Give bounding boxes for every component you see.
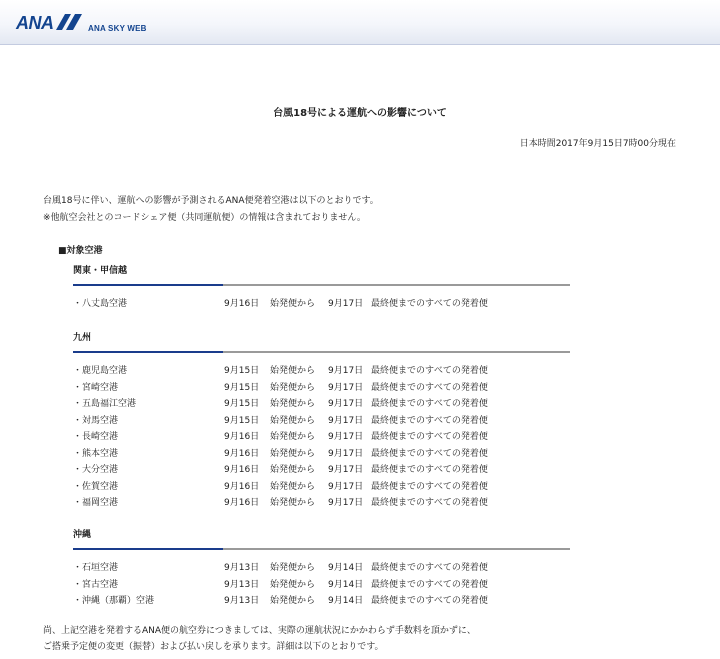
table-row [73, 429, 570, 446]
start-time: 始発便から [270, 563, 316, 573]
start-time: 始発便から [270, 579, 316, 590]
airport-name: ・福岡空港 [73, 498, 119, 508]
end-date: 9月14日 [328, 596, 364, 606]
start-time: 始発便から [270, 299, 316, 309]
airport-name: ・宮崎空港 [73, 382, 119, 393]
airport-name: ・石垣空港 [73, 563, 119, 573]
footer-text [43, 623, 476, 655]
start-date: 9月16日 [224, 299, 260, 309]
end-time: 最終便までのすべての発着便 [371, 596, 488, 606]
table-row [73, 479, 570, 496]
ana-logo[interactable]: ANA [16, 13, 54, 33]
section-label: ■対象空港 [58, 246, 103, 256]
region-divider [73, 284, 570, 286]
start-date: 9月15日 [224, 399, 260, 409]
end-date: 9月14日 [328, 563, 364, 573]
end-time: 最終便までのすべての発着便 [371, 299, 488, 309]
table-row [73, 560, 570, 577]
table-row [73, 396, 570, 413]
start-time: 始発便から [270, 432, 316, 442]
start-time: 始発便から [270, 596, 316, 606]
end-date: 9月14日 [328, 579, 364, 590]
end-time: 最終便までのすべての発着便 [371, 399, 488, 409]
end-time: 最終便までのすべての発着便 [371, 498, 488, 508]
start-date: 9月15日 [224, 415, 260, 426]
table-row [73, 296, 570, 313]
start-time: 始発便から [270, 399, 316, 409]
region-rows [73, 363, 570, 512]
start-date: 9月16日 [224, 465, 260, 475]
region-rows [73, 296, 570, 313]
airport-name: ・大分空港 [73, 465, 119, 475]
start-date: 9月16日 [224, 481, 260, 492]
start-time: 始発便から [270, 382, 316, 393]
region-kanto [73, 265, 570, 313]
end-time: 最終便までのすべての発着便 [371, 579, 488, 590]
page-title: 台風18号による運航への影響について [273, 108, 447, 119]
end-time: 最終便までのすべての発着便 [371, 366, 488, 376]
intro-line-1: 台風18号に伴い、運航への影響が予測されるANA便発着空港は以下のとおりです。 [43, 196, 379, 206]
start-date: 9月15日 [224, 382, 260, 393]
end-time: 最終便までのすべての発着便 [371, 415, 488, 426]
ana-logo-stripes-icon [56, 14, 82, 30]
airport-name: ・八丈島空港 [73, 299, 128, 309]
airport-name: ・鹿児島空港 [73, 366, 128, 376]
region-kyushu [73, 332, 570, 512]
region-name: 沖縄 [73, 530, 92, 540]
region-name: 九州 [73, 333, 92, 343]
site-name[interactable]: ANA SKY WEB [88, 24, 147, 33]
end-date: 9月17日 [328, 382, 364, 393]
airport-name: ・宮古空港 [73, 579, 119, 590]
end-date: 9月17日 [328, 465, 364, 475]
region-divider [73, 351, 570, 353]
end-date: 9月17日 [328, 432, 364, 442]
region-rows [73, 560, 570, 610]
end-time: 最終便までのすべての発着便 [371, 481, 488, 492]
end-time: 最終便までのすべての発着便 [371, 448, 488, 459]
end-date: 9月17日 [328, 498, 364, 508]
end-time: 最終便までのすべての発着便 [371, 432, 488, 442]
start-time: 始発便から [270, 465, 316, 475]
airport-name: ・沖縄（那覇）空港 [73, 596, 155, 606]
end-date: 9月17日 [328, 399, 364, 409]
airport-name: ・長崎空港 [73, 432, 119, 442]
start-time: 始発便から [270, 481, 316, 492]
start-date: 9月16日 [224, 432, 260, 442]
table-row [73, 593, 570, 610]
table-row [73, 363, 570, 380]
start-date: 9月13日 [224, 596, 260, 606]
table-row [73, 577, 570, 594]
intro-text [43, 193, 379, 227]
start-time: 始発便から [270, 448, 316, 459]
start-time: 始発便から [270, 415, 316, 426]
airport-name: ・熊本空港 [73, 448, 119, 459]
site-header [0, 0, 720, 45]
table-row [73, 446, 570, 463]
table-row [73, 495, 570, 512]
region-okinawa [73, 529, 570, 610]
footer-line-2: ご搭乗予定便の変更（振替）および払い戻しを承ります。詳細は以下のとおりです。 [43, 642, 384, 652]
end-time: 最終便までのすべての発着便 [371, 382, 488, 393]
end-time: 最終便までのすべての発着便 [371, 465, 488, 475]
region-name: 関東・甲信越 [73, 266, 128, 276]
airport-name: ・対馬空港 [73, 415, 119, 426]
airport-name: ・佐賀空港 [73, 481, 119, 492]
table-row [73, 462, 570, 479]
table-row [73, 413, 570, 430]
end-date: 9月17日 [328, 366, 364, 376]
footer-line-1: 尚、上記空港を発着するANA便の航空券につきましては、実際の運航状況にかかわらず手数料を頂かずに、 [43, 626, 476, 636]
start-date: 9月16日 [224, 448, 260, 459]
start-time: 始発便から [270, 366, 316, 376]
end-date: 9月17日 [328, 415, 364, 426]
start-date: 9月13日 [224, 579, 260, 590]
intro-line-2: ※他航空会社とのコードシェア便（共同運航便）の情報は含まれておりません。 [43, 213, 366, 223]
end-date: 9月17日 [328, 481, 364, 492]
timestamp: 日本時間2017年9月15日7時00分現在 [519, 139, 676, 149]
end-date: 9月17日 [328, 448, 364, 459]
table-row [73, 380, 570, 397]
airport-name: ・五島福江空港 [73, 399, 137, 409]
start-date: 9月16日 [224, 498, 260, 508]
start-date: 9月15日 [224, 366, 260, 376]
end-time: 最終便までのすべての発着便 [371, 563, 488, 573]
start-time: 始発便から [270, 498, 316, 508]
start-date: 9月13日 [224, 563, 260, 573]
end-date: 9月17日 [328, 299, 364, 309]
region-divider [73, 548, 570, 550]
